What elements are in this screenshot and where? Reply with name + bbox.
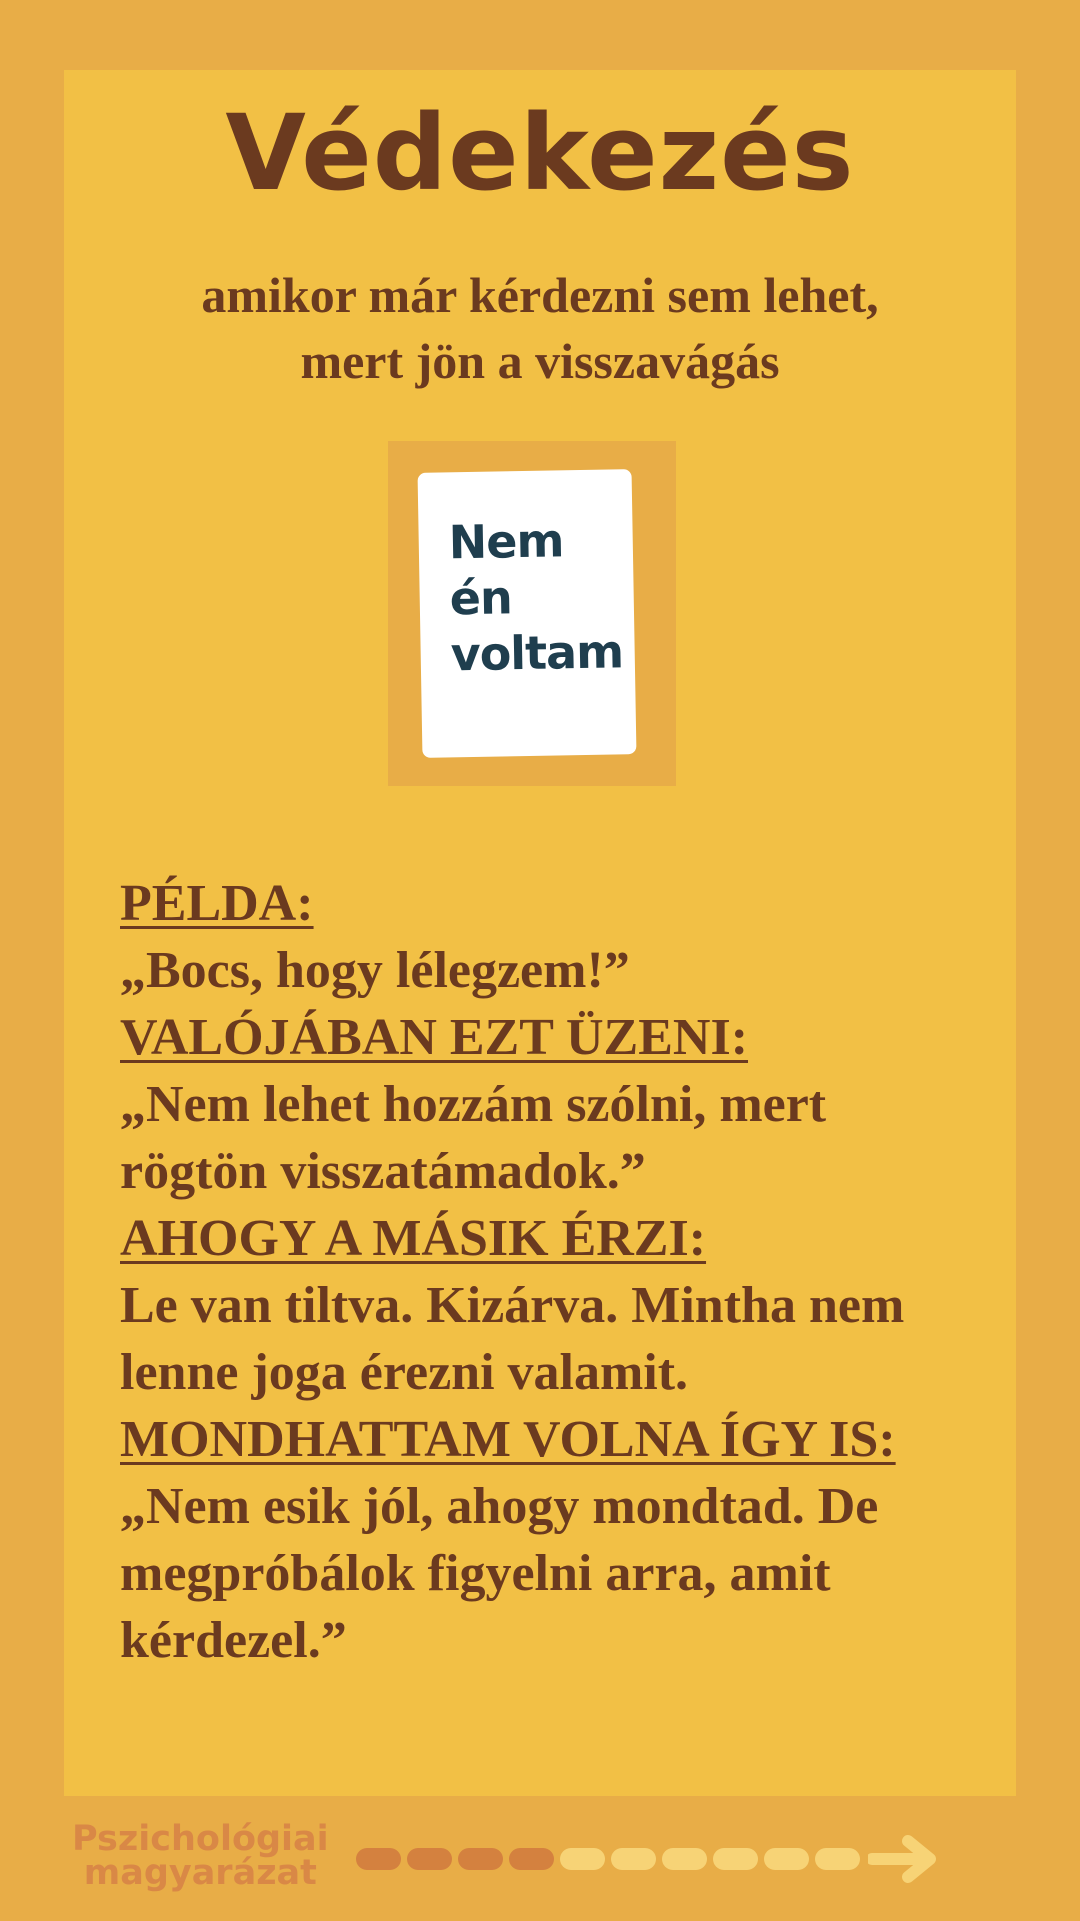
progress-dot-active: [356, 1848, 401, 1870]
arrow-right-icon[interactable]: [868, 1834, 940, 1884]
progress-dot-active: [509, 1848, 554, 1870]
progress-dot: [764, 1848, 809, 1870]
progress-dot-active: [407, 1848, 452, 1870]
section-heading-other-feels: AHOGY A MÁSIK ÉRZI:: [120, 1210, 707, 1267]
section-body-example: „Bocs, hogy lélegzem!”: [120, 942, 630, 999]
explanation-content: [120, 870, 980, 1674]
logo-line-1: Pszichológiai: [72, 1819, 329, 1859]
note-card: [418, 469, 637, 758]
page-title: Védekezés: [225, 92, 855, 214]
illustration-frame: [388, 441, 676, 786]
section-heading-example: PÉLDA:: [120, 875, 314, 932]
brand-logo: [72, 1819, 329, 1893]
progress-dot: [815, 1848, 860, 1870]
subtitle-line-2: mert jön a visszavágás: [300, 333, 780, 389]
slide-progress: [356, 1846, 940, 1872]
section-body-alternative: „Nem esik jól, ahogy mondtad. De megpróbálok figyelni arra, amit kérdezel.”: [120, 1478, 879, 1669]
subtitle-line-1: amikor már kérdezni sem lehet,: [201, 267, 879, 323]
progress-dot: [713, 1848, 758, 1870]
progress-dot-active: [458, 1848, 503, 1870]
subtitle: [0, 262, 1080, 394]
card-line-1: Nem: [448, 513, 564, 570]
progress-dot: [662, 1848, 707, 1870]
section-heading-alternative: MONDHATTAM VOLNA ÍGY IS:: [120, 1411, 896, 1468]
card-line-2: én: [449, 570, 513, 626]
progress-dot: [560, 1848, 605, 1870]
section-body-real-message: „Nem lehet hozzám szólni, mert rögtön visszatámadok.”: [120, 1076, 827, 1200]
section-body-other-feels: Le van tiltva. Kizárva. Mintha nem lenne joga érezni valamit.: [120, 1277, 905, 1401]
section-heading-real-message: VALÓJÁBAN EZT ÜZENI:: [120, 1009, 749, 1066]
logo-line-2: magyarázat: [83, 1853, 317, 1893]
progress-dot: [611, 1848, 656, 1870]
card-line-3: voltam: [450, 624, 624, 682]
